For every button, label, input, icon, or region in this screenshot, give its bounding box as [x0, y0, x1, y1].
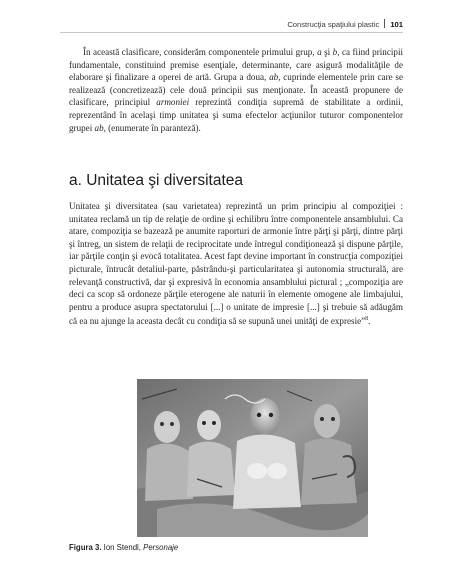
emph-ab-2: ab	[94, 122, 104, 133]
paragraph-unity-diversity: Unitatea şi diversitatea (sau varietatea) reprezintă un prim principiu al compoziţiei : unitatea reclamă un tip de relaţie de ordine şi echilibru între componentele ansamblului. Ca atare, compoziţia se bazează pe anumite raporturi de armonie între părţi şi părţi, dintre părţi şi întreg, un sistem de relaţii de reciprocitate unde întregul condiţionează şi dispune părţile, iar părţile conţin şi evocă totalitatea. Acest fapt devine important în construcţia compoziţiei picturale, întrucât detaliul-parte, păstrându-şi particularitatea şi autonomia structurală, are relevanţă constructivă, dar şi expresivă în economia ansamblului pictural ; „compoziţia are deci ca scop să ordoneze părţile eterogene ale naturii în elemente omogene ale limbajului, pentru a produce asupra spectatorului [...] o unitate de impresie [...] şi trebuie să adăugăm că ea nu ajunge la aceasta decât cu condiţia să se supună unei unităţi de expresie”$^8$.	[69, 201, 403, 327]
footnote-marker[interactable]: 8	[365, 316, 369, 323]
header-separator	[384, 19, 385, 28]
paragraph-classification: În această clasificare, considerăm componentele primului grup, a şi b, ca fiind principii fundamentale, constituind premise esenţiale, determinante, care asigură modalităţile de elaborare şi finalizare a operei de artă. Grupa a doua, ab, cuprinde elementele prin care se realizează (concretizează) cele două principii sus menţionate. În această propunere de clasificare, principiul armoniei reprezintă condiţia supremă de stabilitate a ordinii, reprezentând în acelaşi timp unitatea şi suma efectelor acţiunilor tuturor componentelor grupei ab, (enumerate în paranteză).	[69, 47, 403, 133]
section-heading: a. Unitatea şi diversitatea	[69, 172, 244, 189]
painting-image	[137, 379, 368, 537]
emph-a: a	[317, 47, 322, 57]
header-rule	[60, 32, 403, 33]
painting-figure	[137, 379, 368, 537]
figure-author: Ion Stendl,	[103, 543, 141, 552]
running-header	[0, 19, 403, 29]
figure-caption	[69, 543, 178, 552]
running-header-title: Construcţia spaţiului plastic	[287, 20, 380, 29]
emph-b: b	[332, 47, 338, 57]
emph-armoniei: armoniei	[156, 97, 190, 108]
emph-ab: ab	[269, 72, 279, 83]
figure-label: Figura 3.	[69, 543, 102, 552]
page-number: 101	[390, 20, 403, 29]
figure-title: Personaje	[143, 543, 179, 552]
